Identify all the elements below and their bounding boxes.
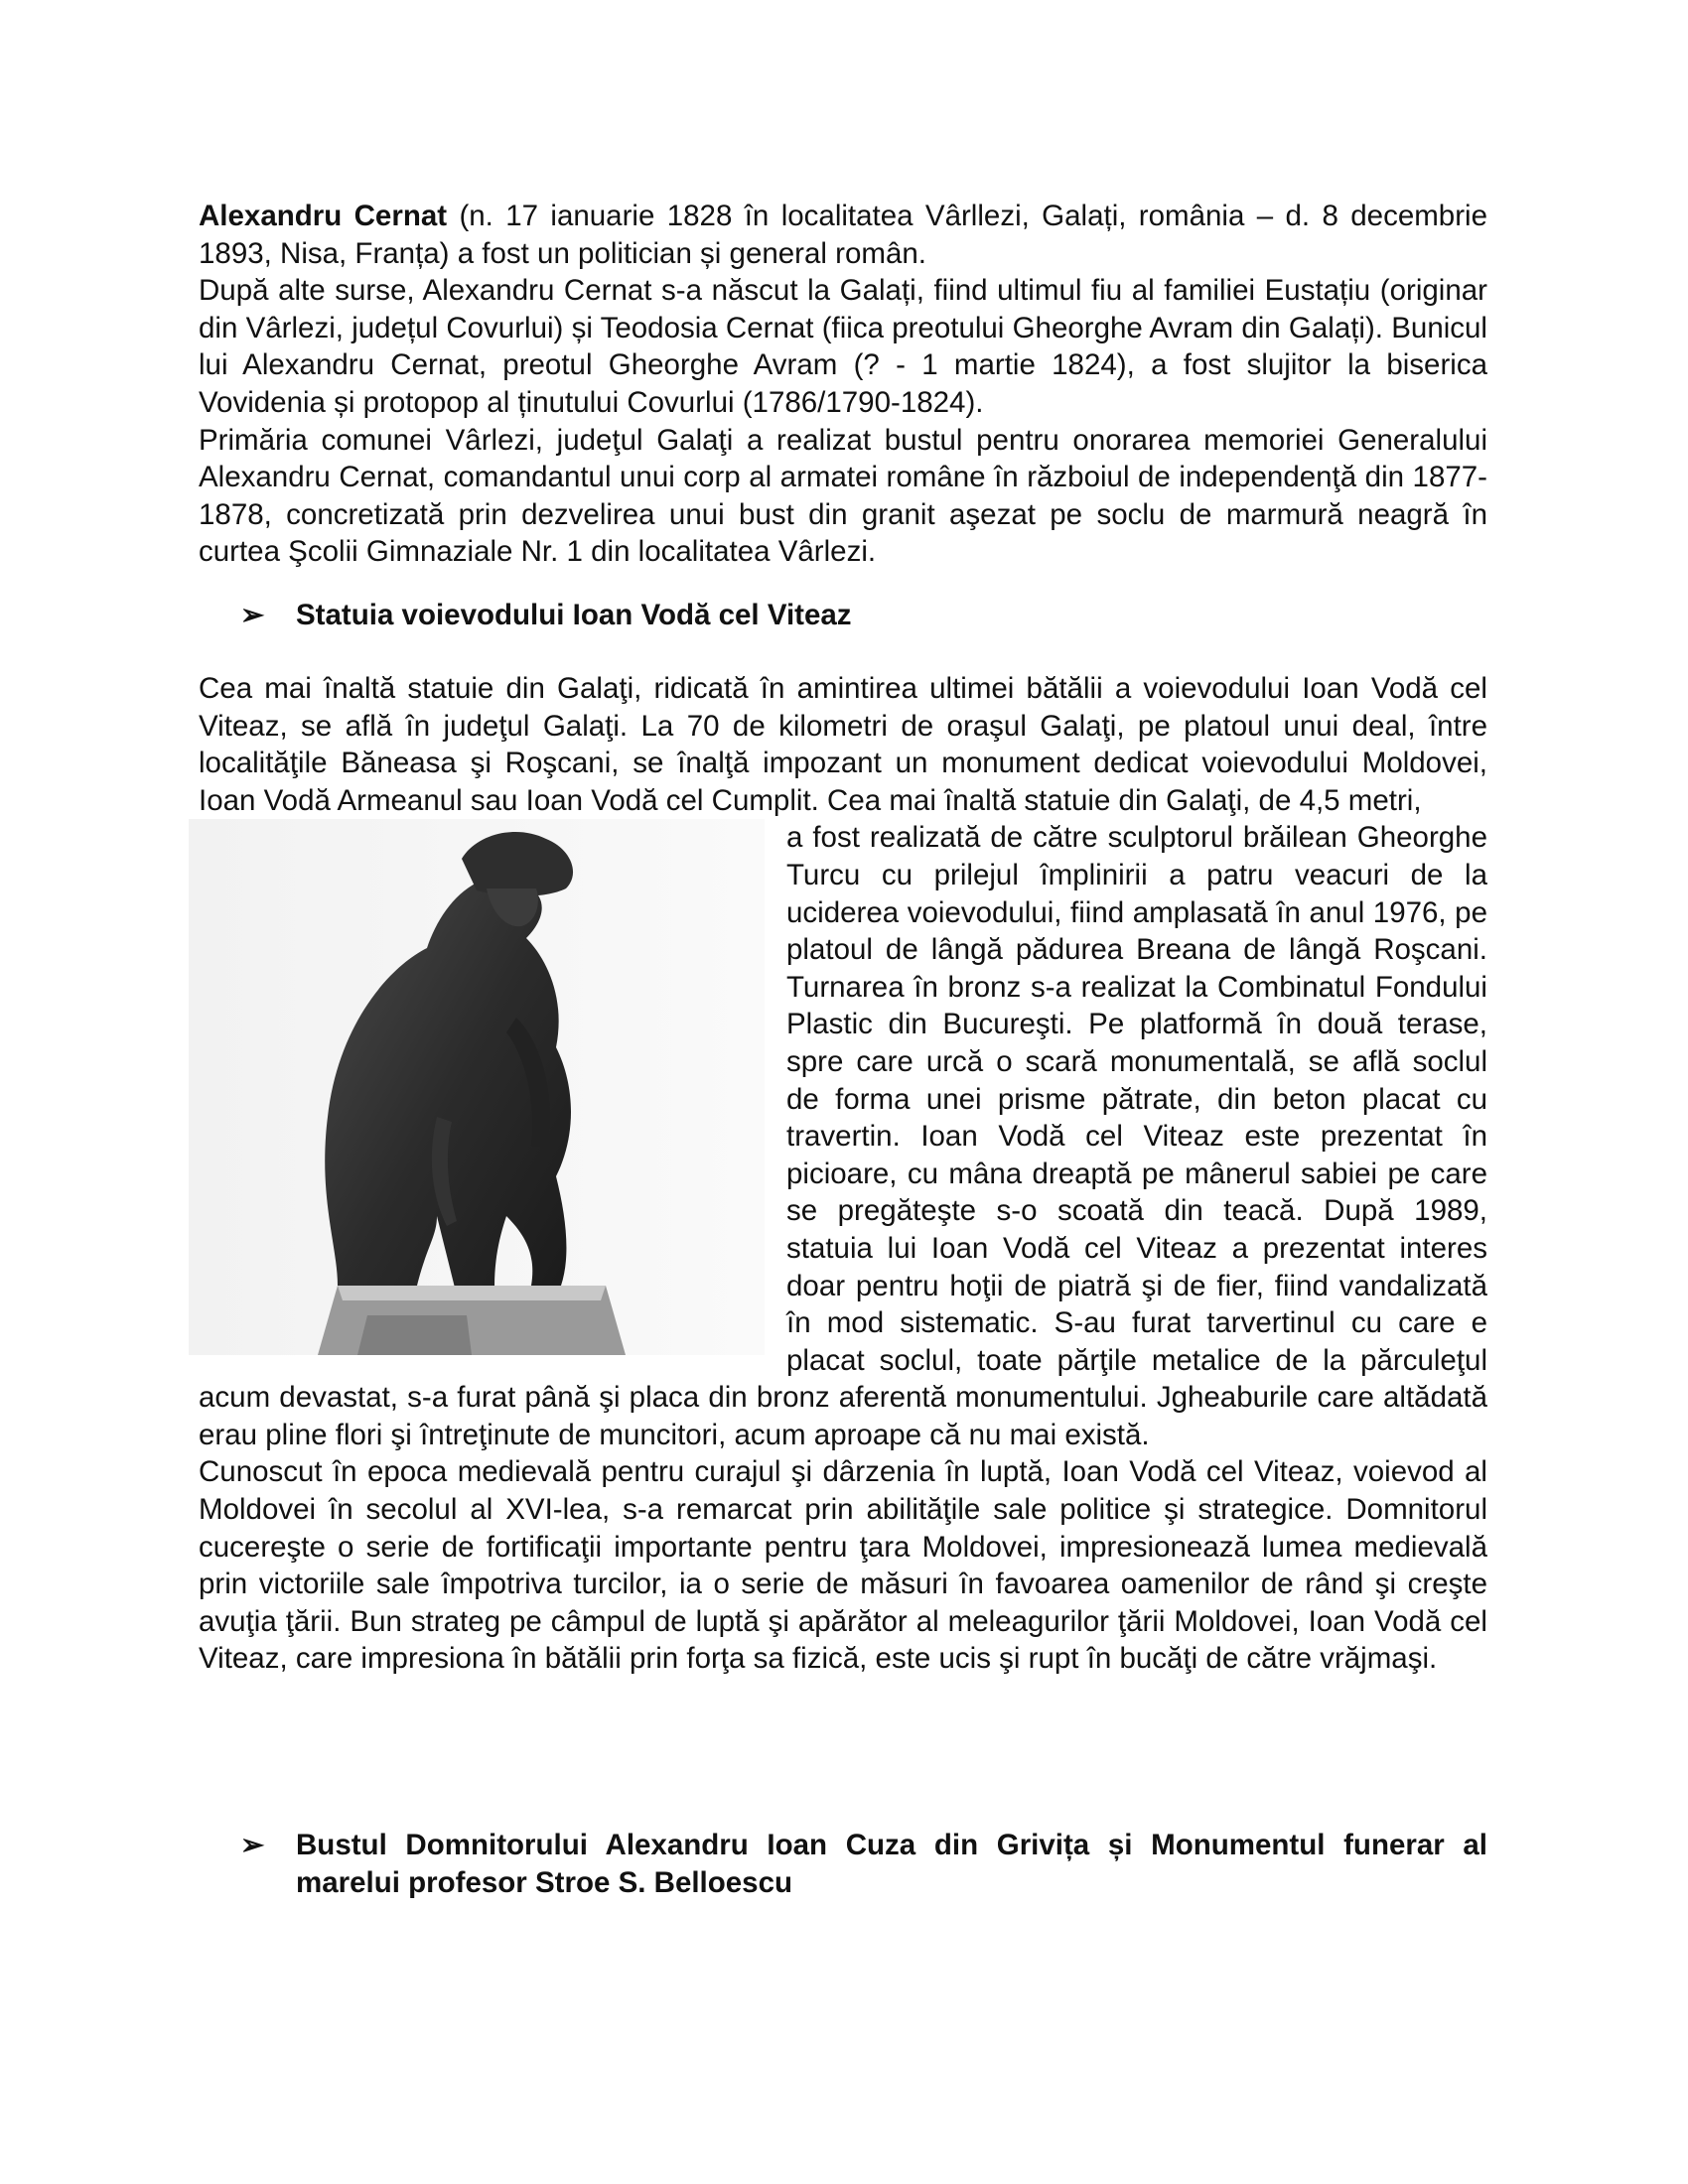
bio-text: (n. 17 ianuarie 1828 în localitatea Vârllezi, Galați, românia – d. 8 decembrie 1893, Nisa, Franța) a fost un politician și general român. bbox=[199, 200, 1487, 270]
statue-section bbox=[199, 670, 1487, 1678]
paragraph-cernat-origins: După alte surse, Alexandru Cernat s-a născut la Galați, fiind ultimul fiu al familiei Eustațiu (originar din Vârlezi, județul Covurlui) și Teodosia Cernat (fiica preotului Gheorghe Avram din Galați). Bunicul lui Alexandru Cernat, preotul Gheorghe Avram (? - 1 martie 1824), a fost slujitor la biserica Vovidenia și protopop al ținutului Covurlui (1786/1790-1824). bbox=[199, 274, 1487, 419]
statue-photo bbox=[189, 819, 765, 1355]
person-name: Alexandru Cernat bbox=[199, 200, 448, 232]
paragraph-cernat-bust: Primăria comunei Vârlezi, judeţul Galaţi a realizat bustul pentru onorarea memoriei Generalului Alexandru Cernat, comandantul unui corp al armatei române în războiul de independenţă din 1877-1878, concretizată prin dezvelirea unui bust din granit aşezat pe soclu de marmură neagră în curtea Şcolii Gimnaziale Nr. 1 din localitatea Vârlezi. bbox=[199, 423, 1487, 569]
paragraph-voievod-deeds: Cunoscut în epoca medievală pentru curajul şi dârzenia în luptă, Ioan Vodă cel Viteaz, voievod al Moldovei în secolul al XVI-lea, s-a remarcat prin abilităţile sale politice şi strategice. Domnitorul cucereşte o serie de fortificaţii importante pentru ţara Moldovei, impresionează lumea medievală prin victoriile sale împotriva turcilor, ia o serie de măsuri în favoarea oamenilor de rând şi creşte avuţia ţării. Bun strateg pe câmpul de luptă şi apărător al meleagurilor ţării Moldovei, Ioan Vodă cel Viteaz, care impresiona în bătălii prin forţa sa fizică, este ucis şi rupt în bucăţi de către vrăjmaşi. bbox=[199, 1455, 1487, 1676]
paragraph-cernat-bio bbox=[199, 198, 1487, 272]
arrow-bullet-icon: ➢ bbox=[240, 1830, 265, 1861]
heading-cuza-text: Bustul Domnitorului Alexandru Ioan Cuza din Grivița și Monumentul funerar al marelui profesor Stroe S. Belloescu bbox=[296, 1829, 1487, 1899]
arrow-bullet-icon: ➢ bbox=[240, 600, 265, 631]
paragraph-statue-history: a fost realizată de către sculptorul brăilean Gheorghe Turcu cu prilejul împlinirii a patru veacuri de la uciderea voievodului, fiind amplasată în anul 1976, pe platoul de lângă pădurea Breana de lângă Roşcani. Turnarea în bronz s-a realizat la Combinatul Fondului Plastic din Bucureşti. Pe platformă în două terase, spre care urcă o scară monumentală, se află soclul de forma unei prisme pătrate, din beton placat cu travertin. Ioan Vodă cel Viteaz este prezentat în picioare, cu mâna dreaptă pe mânerul sabiei pe care se pregăteşte s-o scoată din teacă. După 1989, statuia lui Ioan Vodă cel Viteaz a prezentat interes doar pentru hoţii de piatră şi de fier, fiind vandalizată în mod sistematic. S-au furat tarvertinul cu care e placat soclul, toate părţile metalice de la părculeţul acum devastat, s-a furat până şi placa din bronz aferentă monumentului. Jgheaburile care altădată erau pline flori şi întreţinute de muncitori, acum aproape că nu mai există. bbox=[199, 821, 1487, 1451]
intro-section bbox=[199, 198, 1487, 571]
heading-statue-text: Statuia voievodului Ioan Vodă cel Viteaz bbox=[296, 599, 852, 631]
statue-image bbox=[189, 819, 765, 1355]
paragraph-statue-location: Cea mai înaltă statuie din Galaţi, ridicată în amintirea ultimei bătălii a voievodului Ioan Vodă cel Viteaz, se află în judeţul Galaţi. La 70 de kilometri de oraşul Galaţi, pe platoul unui deal, între localităţile Băneasa şi Roşcani, se înalţă impozant un monument dedicat voievodului Moldovei, Ioan Vodă Armeanul sau Ioan Vodă cel Cumplit. Cea mai înaltă statuie din Galaţi, de 4,5 metri, bbox=[199, 672, 1487, 817]
